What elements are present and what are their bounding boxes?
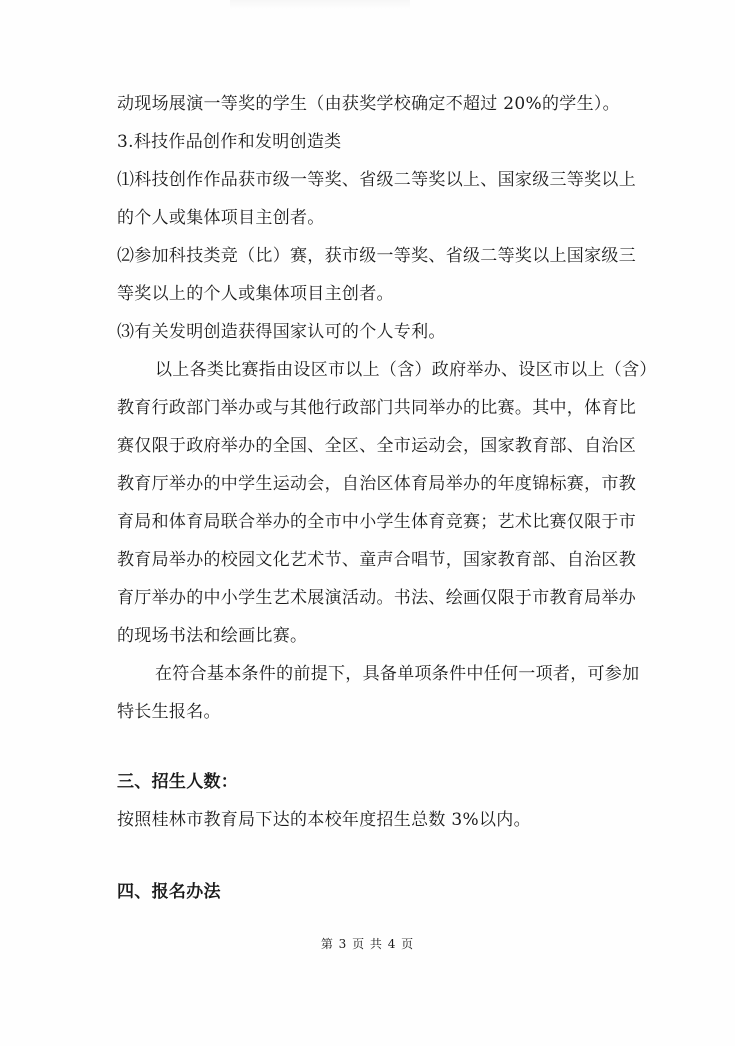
body-line: 教育局举办的校园文化艺术节、童声合唱节，国家教育部、自治区教: [117, 550, 636, 570]
body-line: ⑶有关发明创造获得国家认可的个人专利。: [117, 322, 446, 342]
body-line: 特长生报名。: [117, 702, 221, 722]
body-line: ⑵参加科技类竞（比）赛，获市级一等奖、省级二等奖以上国家级三: [117, 246, 636, 266]
body-line: 育厅举办的中小学生艺术展演活动。书法、绘画仅限于市教育局举办: [117, 588, 636, 608]
body-line: 的现场书法和绘画比赛。: [117, 626, 308, 646]
body-line: 的个人或集体项目主创者。: [117, 208, 325, 228]
page-number: 第 3 页 共 4 页: [320, 937, 415, 951]
body-line: ⑴科技创作作品获市级一等奖、省级二等奖以上、国家级三等奖以上: [117, 170, 636, 190]
body-line: 教育厅举办的中学生运动会，自治区体育局举办的年度锦标赛，市教: [117, 474, 636, 494]
section-text-enrollment: 按照桂林市教育局下达的本校年度招生总数 3%以内。: [117, 810, 531, 830]
body-line: 动现场展演一等奖的学生（由获奖学校确定不超过 20%的学生）。: [117, 94, 620, 114]
body-line: 赛仅限于政府举办的全国、全区、全市运动会，国家教育部、自治区: [117, 436, 636, 456]
paragraph-start: 在符合基本条件的前提下，具备单项条件中任何一项者，可参加: [155, 664, 640, 684]
paragraph-start: 以上各类比赛指由设区市以上（含）政府举办、设区市以上（含）: [155, 360, 657, 380]
subsection-title: 3.科技作品创作和发明创造类: [117, 132, 342, 152]
section-heading-enrollment: 三、招生人数：: [117, 772, 239, 792]
scan-artifact: [230, 0, 410, 10]
section-heading-registration: 四、报名办法: [117, 882, 221, 902]
body-line: 等奖以上的个人或集体项目主创者。: [117, 284, 394, 304]
body-line: 育局和体育局联合举办的全市中小学生体育竞赛；艺术比赛仅限于市: [117, 512, 636, 532]
body-line: 教育行政部门举办或与其他行政部门共同举办的比赛。其中，体育比: [117, 398, 636, 418]
